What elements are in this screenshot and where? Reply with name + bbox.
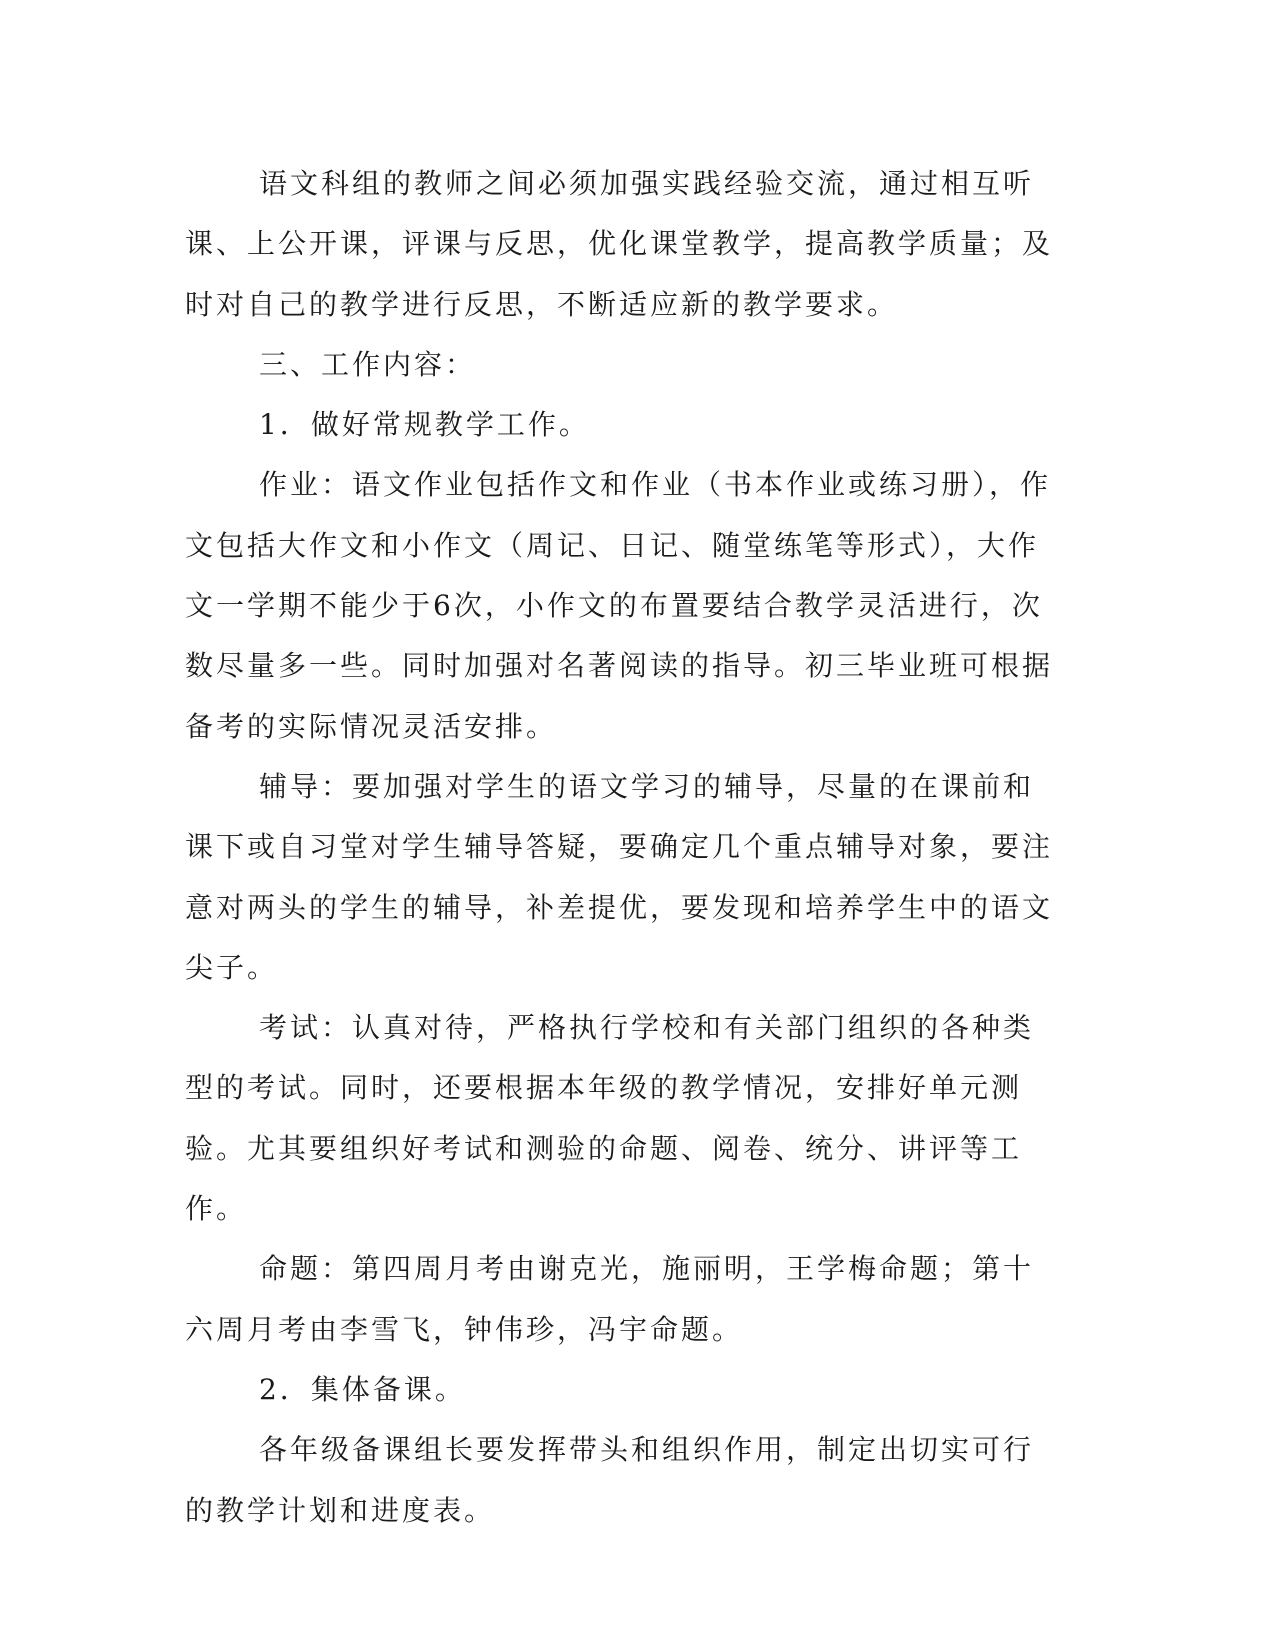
paragraph-lesson-prep-leaders: 各年级备课组长要发挥带头和组织作用，制定出切实可行的教学计划和进度表。 xyxy=(185,1433,1035,1527)
paragraph-homework: 作业：语文作业包括作文和作业（书本作业或练习册），作文包括大作文和小作文（周记、日记、随堂练笔等形式），大作文一学期不能少于6次，小作文的布置要结合教学灵活进行，次数尽量多一些。同时加强对名著阅读的指导。初三毕业班可根据备考的实际情况灵活安排。 xyxy=(185,468,1054,743)
subheading-collective-lesson-prep: 2．集体备课。 xyxy=(259,1372,466,1406)
paragraph-teacher-exchange: 语文科组的教师之间必须加强实践经验交流，通过相互听课、上公开课，评课与反思，优化课堂教学，提高教学质量；及时对自己的教学进行反思，不断适应新的教学要求。 xyxy=(185,167,1054,321)
paragraph-tutoring: 辅导：要加强对学生的语文学习的辅导，尽量的在课前和课下或自习堂对学生辅导答疑，要确定几个重点辅导对象，要注意对两头的学生的辅导，补差提优，要发现和培养学生中的语文尖子。 xyxy=(185,769,1054,984)
document-body xyxy=(185,154,1055,1541)
paragraph-exam-setting: 命题：第四周月考由谢克光，施丽明，王学梅命题；第十六周月考由李雪飞，钟伟珍，冯宇命题。 xyxy=(185,1252,1035,1346)
paragraph-exams: 考试：认真对待，严格执行学校和有关部门组织的各种类型的考试。同时，还要根据本年级的教学情况，安排好单元测验。尤其要组织好考试和测验的命题、阅卷、统分、讲评等工作。 xyxy=(185,1011,1035,1226)
subheading-routine-teaching: 1．做好常规教学工作。 xyxy=(259,408,590,442)
section-heading-work-content: 三、工作内容： xyxy=(259,347,477,381)
